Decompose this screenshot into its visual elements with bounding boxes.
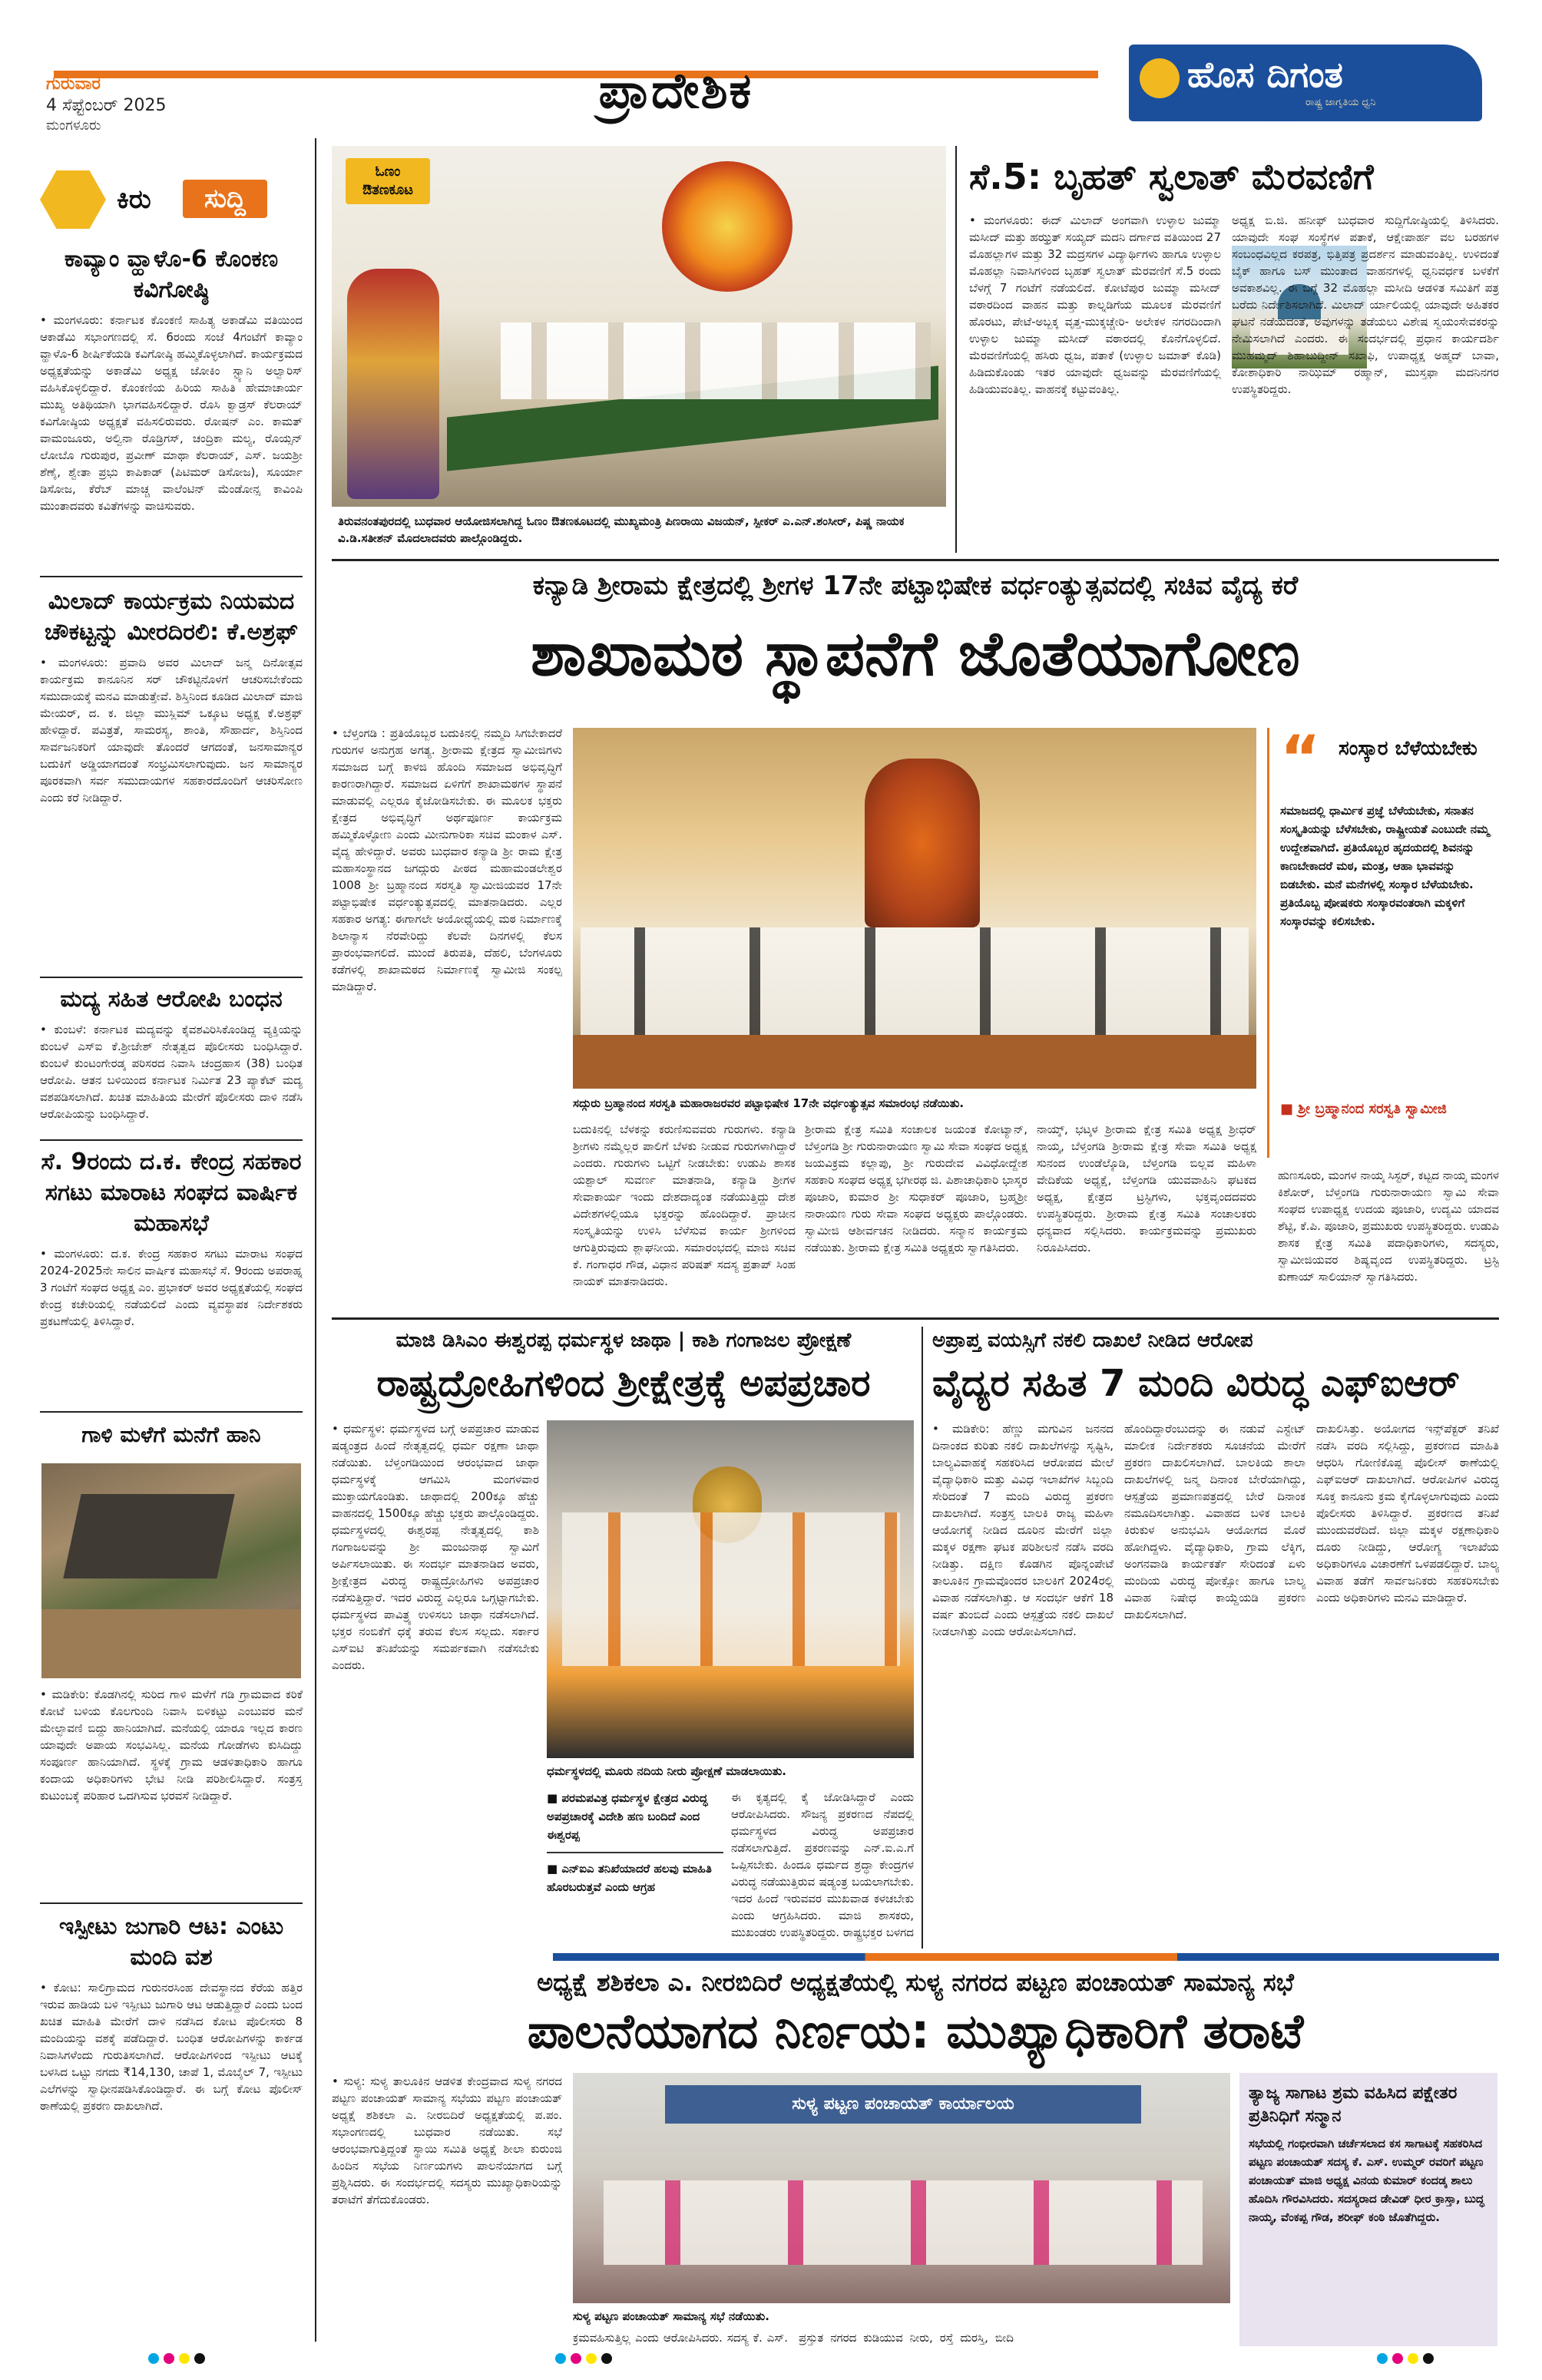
brief-title: ಗಾಳಿ ಮಳೆಗೆ ಮನೆಗೆ ಹಾನಿ — [81, 1422, 261, 1447]
reg-dot-cyan — [555, 2353, 566, 2364]
lead-ceremony-photo — [573, 728, 1256, 1089]
brief-divider — [40, 1411, 303, 1413]
brief-title: ಇಸ್ಪೀಟು ಜುಗಾರಿ ಆಟ: ಎಂಟು ಮಂದಿ ವಶ — [58, 1913, 284, 1971]
lead-body-col5: ಹುಣಸೂರು, ಮಂಗಳ ನಾಯ್ಕ ಸಿಸ್ಟರ್, ಕಟ್ಟದ ನಾಯ್ಕ ಮಂಗಳ ಕಿಶೋರ್, ಬೆಳ್ತಂಗಡಿ ಗುರುನಾರಾಯಣ ಸ್ವಾಮಿ ಸೇವಾ ಸಂಘದ ಉಪಾಧ್ಯಕ್ಷ ಉದಯ ಪೂಜಾರಿ, ಉದ್ಯಮಿ ಯಾದವ ಶೆಟ್ಟಿ, ಕೆ.ಪಿ. ಪೂಜಾರಿ, ಪ್ರಮುಖರು ಉಪಸ್ಥಿತರಿದ್ದರು. ಉಡುಪಿ ಶಾಸಕ ಕ್ಷೇತ್ರ ಸಮಿತಿ ಪದಾಧಿಕಾರಿಗಳು, ಸದಸ್ಯರು, ಸ್ವಾಮೀಜಿಯವರ ಶಿಷ್ಯವೃಂದ ಉಪಸ್ಥಿತರಿದ್ದರು. ಟ್ರಸ್ಟಿ ಕುಣಾಯ್ ಸಾಲಿಯಾನ್ ಸ್ವಾಗತಿಸಿದರು. — [1278, 1169, 1499, 1284]
masthead-city: ಮಂಗಳೂರು — [46, 117, 101, 134]
brief-0 — [40, 244, 303, 565]
onam-diners — [501, 322, 931, 399]
section-title: ಪ್ರಾದೇಶಿಕ — [598, 63, 753, 120]
brief-body: • ಕೋಟ: ಸಾಲಿಗ್ರಾಮದ ಗುರುನರಸಿಂಹ ದೇವಸ್ಥಾನದ ಕೆರೆಯ ಹತ್ತಿರ ಇರುವ ಹಾಡಿಯ ಬಳಿ ಇಸ್ಪೀಟು ಜುಗಾರಿ ಆಟ ಆಡುತ್ತಿದ್ದಾರೆ ಎಂದು ಬಂದ ಖಚಿತ ಮಾಹಿತಿ ಮೇರೆಗೆ ದಾಳಿ ನಡೆಸಿದ ಕೋಟ ಪೊಲೀಸರು 8 ಮಂದಿಯನ್ನು ವಶಕ್ಕೆ ಪಡೆದಿದ್ದಾರೆ. ಬಂಧಿತ ಆರೋಪಿಗಳನ್ನು ಕಾರ್ಕಡ ನಿವಾಸಿಗಳೆಂದು ಗುರುತಿಸಲಾಗಿದೆ. ಆರೋಪಿಗಳಿಂದ ಇಸ್ಪೀಟು ಆಟಕ್ಕೆ ಬಳಸಿದ ಒಟ್ಟು ನಗದು ₹14,130, ಚಾಪೆ 1, ಮೊಬೈಲ್ 7, ಇಸ್ಪೀಟು ಎಲೆಗಳನ್ನು ಸ್ವಾಧೀನಪಡಿಸಿಕೊಂಡಿದ್ದಾರೆ. ಈ ಬಗ್ಗೆ ಕೋಟ ಪೊಲೀಸ್ ಠಾಣೆಯಲ್ಲಿ ಪ್ರಕರಣ ದಾಖಲಾಗಿದೆ. — [40, 1981, 303, 2113]
onam-swalath-divider — [955, 146, 957, 553]
brief-body: • ಮಂಗಳೂರು: ದ.ಕ. ಕೇಂದ್ರ ಸಹಕಾರ ಸಗಟು ಮಾರಾಟ ಸಂಘದ 2024-2025ನೇ ಸಾಲಿನ ವಾರ್ಷಿಕ ಮಹಾಸಭೆ ಸೆ. 9ರಂದು ಅಪರಾಹ್ನ 3 ಗಂಟೆಗೆ ಸಂಘದ ಅಧ್ಯಕ್ಷ ಎಂ. ಪ್ರಭಾಕರ್ ಅವರ ಅಧ್ಯಕ್ಷತೆಯಲ್ಲಿ ಸಂಘದ ಕೇಂದ್ರ ಕಚೇರಿಯಲ್ಲಿ ನಡೆಯಲಿದೆ ಎಂದು ವ್ಯವಸ್ಥಾಪಕ ನಿರ್ದೇಶಕರು ಪ್ರಕಟಣೆಯಲ್ಲಿ ತಿಳಿಸಿದ್ದಾರೆ. — [40, 1247, 303, 1328]
brief-title: ಮದ್ಯ ಸಹಿತ ಆರೋಪಿ ಬಂಧನ — [60, 986, 283, 1013]
brief-title: ಸೆ. 9ರಂದು ದ.ಕ. ಕೇಂದ್ರ ಸಹಕಾರ ಸಗಟು ಮಾರಾಟ ಸಂಘದ ವಾರ್ಷಿಕ ಮಹಾಸಭೆ — [41, 1149, 302, 1237]
fir-body-col3: ದಾಖಲಿಸಿತ್ತು. ಅಯೋಗದ ಇನ್ಸ್‌ಪೆಕ್ಟರ್ ತನಿಖೆ ನಡೆಸಿ ವರದಿ ಸಲ್ಲಿಸಿದ್ದು, ಪ್ರಕರಣದ ಮಾಹಿತಿ ಆಧರಿಸಿ ಗೋಣಿಕೊಪ್ಪ ಪೊಲೀಸ್ ಠಾಣೆಯಲ್ಲಿ ಎಫ್ಐಆರ್ ದಾಖಲಾಗಿದೆ. ಆರೋಪಿಗಳ ವಿರುದ್ಧ ಸೂಕ್ತ ಕಾನೂನು ಕ್ರಮ ಕೈಗೊಳ್ಳಲಾಗುವುದು ಎಂದು ಪೊಲೀಸರು ತಿಳಿಸಿದ್ದಾರೆ. ಪ್ರಕರಣದ ತನಿಖೆ ಮುಂದುವರೆದಿದೆ. ಜಿಲ್ಲಾ ಮಕ್ಕಳ ರಕ್ಷಣಾಧಿಕಾರಿ ದೂರು ನೀಡಿದ್ದು, ಆರೋಗ್ಯ ಇಲಾಖೆಯ ಅಧಿಕಾರಿಗಳೂ ವಿಚಾರಣೆಗೆ ಒಳಪಡಲಿದ್ದಾರೆ. ಬಾಲ್ಯ ವಿವಾಹ ತಡೆಗೆ ಸಾರ್ವಜನಿಕರು ಸಹಕರಿಸಬೇಕು ಎಂದು ಅಧಿಕಾರಿಗಳು ಮನವಿ ಮಾಡಿದ್ದಾರೆ. — [1316, 1422, 1499, 1605]
dharmasthala-headline: ರಾಷ್ಟ್ರದ್ರೋಹಿಗಳಿಂದ ಶ್ರೀಕ್ಷೇತ್ರಕ್ಕೆ ಅಪಪ್ರಚಾರ — [376, 1362, 871, 1405]
lead-ritual-floor — [573, 1035, 1256, 1089]
lead-swamiji-seat — [865, 759, 980, 927]
lead-top-rule — [332, 559, 1499, 561]
onam-flower-decoration — [662, 161, 793, 292]
fir-body-col2: ಹೊಂದಿದ್ದಾರೆಂಬುದನ್ನು ಈ ನಡುವೆ ಎಸ್ಟೇಟ್ ಮಾಲೀಕ ನಿರ್ದೇಶಕರು ಸೂಚನೆಯ ಮೇರೆಗೆ ಪ್ರಕರಣ ದಾಖಲಿಸಲಾಗಿದೆ. ಬಾಲಕಿಯ ಶಾಲಾ ದಾಖಲೆಗಳಲ್ಲಿ ಜನ್ಮ ದಿನಾಂಕ ಬೇರೆಯಾಗಿದ್ದು, ಆಸ್ಪತ್ರೆಯ ಪ್ರಮಾಣಪತ್ರದಲ್ಲಿ ಬೇರೆ ದಿನಾಂಕ ನಮೂದಿಸಲಾಗಿತ್ತು. ವಿವಾಹದ ಬಳಿಕ ಬಾಲಕಿ ಕಿರುಕುಳ ಅನುಭವಿಸಿ ಆಯೋಗದ ಮೊರೆ ಹೋಗಿದ್ದಳು. ವೈದ್ಯಾಧಿಕಾರಿ, ಗ್ರಾಮ ಲೆಕ್ಕಿಗ, ಅಂಗನವಾಡಿ ಕಾರ್ಯಕರ್ತೆ ಸೇರಿದಂತೆ ಏಳು ಮಂದಿಯ ವಿರುದ್ಧ ಪೋಕ್ಸೋ ಹಾಗೂ ಬಾಲ್ಯ ವಿವಾಹ ನಿಷೇಧ ಕಾಯ್ದೆಯಡಿ ಪ್ರಕರಣ ದಾಖಲಿಸಲಾಗಿದೆ. — [1124, 1422, 1305, 1621]
swalath-body-col1: • ಮಂಗಳೂರು: ಈದ್ ಮಿಲಾದ್ ಅಂಗವಾಗಿ ಉಳ್ಳಾಲ ಜುಮ್ಮಾ ಮಸೀದ್ ಮತ್ತು ಹಝ್ರತ್ ಸಯ್ಯದ್ ಮದನಿ ದರ್ಗಾದ ವತಿಯಿಂದ 27 ಮೊಹಲ್ಲಾಗಳ ಮತ್ತು 32 ಮದ್ರಸಗಳ ವಿದ್ಯಾರ್ಥಿಗಳು ಹಾಗೂ ಉಳ್ಳಾಲ ಮೊಹಲ್ಲಾ ನಿವಾಸಿಗಳಿಂದ ಬೃಹತ್ ಸ್ವಲಾತ್ ಮೆರವಣಿಗೆ ಸೆ.5 ರಂದು ಬೆಳಗ್ಗೆ 7 ಗಂಟೆಗೆ ನಡೆಯಲಿದೆ. ಕೋಟೆಪುರ ಜುಮ್ಮಾ ಮಸೀದ್ ವಠಾರದಿಂದ ವಾಹನ ಮತ್ತು ಕಾಲ್ನಡಿಗೆಯ ಮೂಲಕ ಮೆರವಣಿಗೆ ಹೊರಟು, ಪೇಟೆ-ಅಬ್ಬಕ್ಕ ವೃತ್ತ-ಮುಕ್ಕಚ್ಚೇರಿ- ಅಲೇಕಳ ನಗರದಿಂದಾಗಿ ಉಳ್ಳಾಲ ಜುಮ್ಮಾ ಮಸೀದ್ ವಠಾರದಲ್ಲಿ ಕೊನೆಗೊಳ್ಳಲಿದೆ. ಮೆರವಣಿಗೆಯಲ್ಲಿ ಹಸಿರು ಧ್ವಜ, ಪತಾಕೆ (ಉಳ್ಳಾಲ ಜಮಾತ್ ಕೊಡಿ) ಹಿಡಿದುಕೊಂಡು ಇತರ ಯಾವುದೇ ಧ್ವಜವನ್ನು ಮೆರವಣಿಗೆಯಲ್ಲಿ ಹಿಡಿಯುವಂತಿಲ್ಲ. ವಾಹನಕ್ಕೆ ಕಟ್ಟುವಂತಿಲ್ಲ. — [969, 213, 1221, 396]
reg-dot-black — [601, 2353, 612, 2364]
brief-divider — [40, 576, 303, 577]
sullia-tyajya-box — [1239, 2073, 1497, 2346]
page-number: ೦೭ — [1257, 92, 1292, 127]
brief-title: ಕಾವ್ಯಾಂ ವ್ಹಾಳೊ-6 ಕೊಂಕಣ ಕವಿಗೋಷ್ಠಿ — [64, 246, 279, 303]
masthead — [0, 0, 1542, 138]
dharmasthala-body-col2: ಈ ಕೃತ್ಯದಲ್ಲಿ ಕೈ ಜೋಡಿಸಿದ್ದಾರೆ ಎಂದು ಆರೋಪಿಸಿದರು. ಸೌಜನ್ಯ ಪ್ರಕರಣದ ನೆಪದಲ್ಲಿ ಧರ್ಮಸ್ಥಳದ ವಿರುದ್ಧ ಅಪಪ್ರಚಾರ ನಡೆಸಲಾಗುತ್ತಿದೆ. ಪ್ರಕರಣವನ್ನು ಎನ್.ಐ.ಎ.ಗೆ ಒಪ್ಪಿಸಬೇಕು. ಹಿಂದೂ ಧರ್ಮದ ಶ್ರದ್ಧಾ ಕೇಂದ್ರಗಳ ವಿರುದ್ಧ ನಡೆಯುತ್ತಿರುವ ಷಡ್ಯಂತ್ರ ಬಯಲಾಗಬೇಕು. ಇದರ ಹಿಂದೆ ಇರುವವರ ಮುಖವಾಡ ಕಳಚಬೇಕು ಎಂದು ಆಗ್ರಹಿಸಿದರು. ಮಾಜಿ ಶಾಸಕರು, ಮುಖಂಡರು ಉಪಸ್ಥಿತರಿದ್ದರು. ರಾಷ್ಟ್ರಭಕ್ತರ ಬಳಗದ — [731, 1790, 914, 1939]
sullia-color-rule — [553, 1953, 1499, 1961]
dharmasthala-kicker: ಮಾಜಿ ಡಿಸಿಎಂ ಈಶ್ವರಪ್ಪ ಧರ್ಮಸ್ಥಳ ಜಾಥಾ | ಕಾಶಿ ಗಂಗಾಜಲ ಪ್ರೋಕ್ಷಣೆ — [395, 1329, 852, 1352]
reg-dot-black — [1423, 2353, 1434, 2364]
sullia-box-title: ತ್ಯಾಜ್ಯ ಸಾಗಾಟ ಶ್ರಮ ವಹಿಸಿದ ಪಕ್ಷೇತರ ಪ್ರತಿನಿಧಿಗೆ ಸನ್ಮಾನ — [1249, 2084, 1458, 2126]
swalath-headline: ಸೆ.5: ಬೃಹತ್ ಸ್ವಲಾತ್ ಮೆರವಣಿಗೆ — [969, 156, 1374, 197]
onam-figure-costume — [347, 269, 439, 499]
reg-dot-cyan — [148, 2353, 159, 2364]
brief-2 — [40, 984, 303, 1156]
onam-caption: ತಿರುವನಂತಪುರದಲ್ಲಿ ಬುಧವಾರ ಆಯೋಜಿಸಲಾಗಿದ್ದ ಓಣಂ ಔತಣಕೂಟದಲ್ಲಿ ಮುಖ್ಯಮಂತ್ರಿ ಪಿಣರಾಯಿ ವಿಜಯನ್, ಸ್ಪೀಕರ್ ಎ.ಎನ್.ಶಂಸೀರ್, ಪಿಷ್ಣ ನಾಯಕ ವಿ.ಡಿ.ಸತೀಶನ್ ಮೊದಲಾದವರು ಪಾಲ್ಗೊಂಡಿದ್ದರು. — [338, 514, 905, 545]
fir-kicker: ಅಪ್ರಾಪ್ತ ವಯಸ್ಸಿಗೆ ನಕಲಿ ದಾಖಲೆ ನೀಡಿದ ಆರೋಪ — [932, 1329, 1253, 1352]
reg-dot-magenta — [1392, 2353, 1403, 2364]
lead-headline: ಶಾಖಾಮಠ ಸ್ಥಾಪನೆಗೆ ಜೊತೆಯಾಗೋಣ — [531, 618, 1300, 689]
brand-name: ಹೊಸ ದಿಗಂತ — [1187, 54, 1343, 95]
reg-dot-magenta — [164, 2353, 174, 2364]
dharmasthala-body-col1: • ಧರ್ಮಸ್ಥಳ: ಧರ್ಮಸ್ಥಳದ ಬಗ್ಗೆ ಅಪಪ್ರಚಾರ ಮಾಡುವ ಷಡ್ಯಂತ್ರದ ಹಿಂದೆ ನೇತೃತ್ವದಲ್ಲಿ ಧರ್ಮ ರಕ್ಷಣಾ ಜಾಥಾ ನಡೆಯಿತು. ಬೆಳ್ತಂಗಡಿಯಿಂದ ಆರಂಭವಾದ ಜಾಥಾ ಧರ್ಮಸ್ಥಳಕ್ಕೆ ಆಗಮಿಸಿ ಮಂಗಳವಾರ ಮುಕ್ತಾಯಗೊಂಡಿತು. ಜಾಥಾದಲ್ಲಿ 200ಕ್ಕೂ ಹೆಚ್ಚು ವಾಹನದಲ್ಲಿ 1500ಕ್ಕೂ ಹೆಚ್ಚು ಭಕ್ತರು ಪಾಲ್ಗೊಂಡಿದ್ದರು. ಧರ್ಮಸ್ಥಳದಲ್ಲಿ ಈಶ್ವರಪ್ಪ ನೇತೃತ್ವದಲ್ಲಿ ಕಾಶಿ ಗಂಗಾಜಲವನ್ನು ಶ್ರೀ ಮಂಜುನಾಥ ಸ್ವಾಮಿಗೆ ಅರ್ಪಿಸಲಾಯಿತು. ಈ ಸಂದರ್ಭ ಮಾತನಾಡಿದ ಅವರು, ಶ್ರೀಕ್ಷೇತ್ರದ ವಿರುದ್ಧ ರಾಷ್ಟ್ರದ್ರೋಹಿಗಳು ಅಪಪ್ರಚಾರ ನಡೆಸುತ್ತಿದ್ದಾರೆ. ಇದರ ವಿರುದ್ಧ ಎಲ್ಲರೂ ಒಗ್ಗಟ್ಟಾಗಬೇಕು. ಧರ್ಮಸ್ಥಳದ ಪಾವಿತ್ರ್ಯ ಉಳಿಸಲು ಜಾಥಾ ನಡೆಸಲಾಗಿದೆ. ಭಕ್ತರ ನಂಬಿಕೆಗೆ ಧಕ್ಕೆ ತರುವ ಕೆಲಸ ಸಲ್ಲದು. ಸರ್ಕಾರ ಎಸ್ಐಟಿ ತನಿಖೆಯನ್ನು ಸಮರ್ಪಕವಾಗಿ ನಡೆಸಬೇಕು ಎಂದರು. — [332, 1422, 539, 1672]
sullia-banner-text: ಸುಳ್ಯ ಪಟ್ಟಣ ಪಂಚಾಯತ್ ಕಾರ್ಯಾಲಯ — [792, 2094, 1014, 2114]
sullia-body-col3: ಪ್ರಸ್ತುತ ನಗರದ ಕುಡಿಯುವ ನೀರು, ರಸ್ತೆ ದುರಸ್ತಿ, ಬೀದಿ — [799, 2331, 1014, 2345]
left-col-rule — [315, 138, 316, 2342]
quote-body: ಸಮಾಜದಲ್ಲಿ ಧಾರ್ಮಿಕ ಪ್ರಜ್ಞೆ ಬೆಳೆಯಬೇಕು, ಸನಾತನ ಸಂಸ್ಕೃತಿಯನ್ನು ಬೆಳೆಸಬೇಕು, ರಾಷ್ಟ್ರೀಯತೆ ಎಂಬುದೇ ನಮ್ಮ ಉದ್ದೇಶವಾಗಿದೆ. ಪ್ರತಿಯೊಬ್ಬರ ಹೃದಯದಲ್ಲಿ ಶಿವನನ್ನು ಕಾಣಬೇಕಾದರೆ ಮಠ, ಮಂತ್ರ, ಆಹಾ ಭಾವವನ್ನು ಬಿಡಬೇಕು. ಮನೆ ಮನೆಗಳಲ್ಲಿ ಸಂಸ್ಕಾರ ಬೆಳೆಯಬೇಕು. ಪ್ರತಿಯೊಬ್ಬ ಪೋಷಕರು ಸಂಸ್ಕಾರವಂತರಾಗಿ ಮಕ್ಕಳಿಗೆ ಸಂಸ್ಕಾರವನ್ನು ಕಲಿಸಬೇಕು. — [1280, 804, 1490, 928]
brief-title: ಮಿಲಾದ್ ಕಾರ್ಯಕ್ರಮ ನಿಯಮದ ಚೌಕಟ್ಟನ್ನು ಮೀರದಿರಲಿ: ಕೆ.ಅಶ್ರಫ್ — [44, 588, 299, 646]
registration-marks-left — [146, 2352, 207, 2367]
sullia-kicker: ಅಧ್ಯಕ್ಷೆ ಶಶಿಕಲಾ ಎ. ನೀರಬಿದಿರೆ ಅಧ್ಯಕ್ಷತೆಯಲ್ಲಿ ಸುಳ್ಯ ನಗರದ ಪಟ್ಟಣ ಪಂಚಾಯತ್ ಸಾಮಾನ್ಯ ಸಭೆ — [537, 1968, 1294, 1997]
registration-marks-center — [553, 2352, 614, 2367]
reg-dot-black — [194, 2353, 205, 2364]
brief-3 — [40, 1147, 303, 1380]
masthead-date: 4 ಸೆಪ್ಟೆಂಬರ್ 2025 — [46, 96, 167, 115]
brief-body: • ಮಂಗಳೂರು: ಕರ್ನಾಟಕ ಕೊಂಕಣಿ ಸಾಹಿತ್ಯ ಅಕಾಡೆಮಿ ವತಿಯಿಂದ ಆಕಾಡೆಮಿ ಸಭಾಂಗಣದಲ್ಲಿ ಸೆ. 6ರಂದು ಸಂಜೆ 4ಗಂಟೆಗೆ ಕಾವ್ಯಾಂ ವ್ಹಾಳೊ-6 ಶೀರ್ಷಿಕೆಯಡಿ ಕವಿಗೋಷ್ಠಿ ಹಮ್ಮಿಕೊಳ್ಳಲಾಗಿದೆ. ಕಾರ್ಯಕ್ರಮದ ಅಧ್ಯಕ್ಷತೆಯನ್ನು ಅಕಾಡೆಮಿ ಅಧ್ಯಕ್ಷ ಜೋಕಿಂ ಸ್ಟ್ಯಾನಿ ಅಲ್ವಾರಿಸ್ ವಹಿಸಿಕೊಳ್ಳಲಿದ್ದಾರೆ. ಕೊಂಕಣಿಯ ಹಿರಿಯ ಸಾಹಿತಿ ಹೇಮಾಚಾರ್ಯ ಮುಖ್ಯ ಅತಿಥಿಯಾಗಿ ಭಾಗವಹಿಸಲಿದ್ದಾರೆ. ರೊಸಿ ಕ್ವಾಡ್ರಸ್ ಕೆಲರಾಯ್ ಕವಿಗೋಷ್ಠಿಯ ಅಧ್ಯಕ್ಷತೆ ವಹಿಸಲಿರುವರು. ರೋಷನ್ ಎಂ. ಕಾಮತ್ ವಾಮಂಜೂರು, ಅಲ್ವಿನಾ ರೊಡ್ರಿಗಸ್, ಚಂದ್ರಿಕಾ ಮಲ್ಯ, ರೊಯ್ಸನ್ ಲೋಬೊ ಗುರುಪುರ, ಪ್ರವೀಣ್ ಮಾಥಾ ಕೆಲರಾಯ್, ಎಸ್. ಜಯಶ್ರೀ ಶೆಣೈ, ಶ್ವೇತಾ ಪ್ರಭು ಕಾಪಿಕಾಡ್ (ಪಿಟಿಮರ್ ಡಿಸೋಜ), ಸೂರ್ಯಾ ಡಿಸೋಜ, ಕೆರೆಬ್ ಮಾಚ್ಚ ವಾಲೆಂಟಿನ್ ಮೆಂಡೋನ್ಸ ಕಾವಿಂಪಿ ಮುಂತಾದವರು ಕವಿತೆಗಳನ್ನು ವಾಚಿಸುವರು. — [40, 313, 303, 513]
dharmasthala-fir-divider — [922, 1327, 923, 1949]
reg-dot-yellow — [179, 2353, 190, 2364]
quote-author: ■ ಶ್ರೀ ಬ್ರಹ್ಮಾನಂದ ಸರಸ್ವತಿ ಸ್ವಾಮೀಜಿ — [1280, 1101, 1447, 1117]
reg-dot-cyan — [1377, 2353, 1388, 2364]
lead-body-col3: ಶ್ರೀರಾಮ ಕ್ಷೇತ್ರ ಸಮಿತಿ ಸಂಚಾಲಕ ಜಯಂತ ಕೋಟ್ಯಾನ್, ಬೆಳ್ತಂಗಡಿ ಶ್ರೀ ಗುರುನಾರಾಯಣ ಸ್ವಾಮಿ ಸೇವಾ ಸಂಘದ ಅಧ್ಯಕ್ಷ ಜಯವಿಕ್ರಮ ಕಲ್ಲಾಪು, ಶ್ರೀ ಗುರುದೇವ ವಿವಿಧೋದ್ದೇಶ ಸಹಕಾರಿ ಸಂಘದ ಅಧ್ಯಕ್ಷ ಭಗೀರಥ ಜಿ. ಪಿಶಾಚಾಧಿಕಾರಿ ಭಾಸ್ಕರ ಪೂಜಾರಿ, ಕುಮಾರ ಶ್ರೀ ಸುಧಾಕರ್ ಪೂಜಾರಿ, ಬ್ರಹ್ಮಶ್ರೀ ನಾರಾಯಣ ಗುರು ಸೇವಾ ಸಂಘದ ಅಧ್ಯಕ್ಷರು ಪಾಲ್ಗೊಂಡರು. ಸ್ವಾಮೀಜಿ ಆಶೀರ್ವಚನ ನೀಡಿದರು. ಸನ್ಮಾನ ಕಾರ್ಯಕ್ರಮ ನಡೆಯಿತು. ಶ್ರೀರಾಮ ಕ್ಷೇತ್ರ ಸಮಿತಿ ಅಧ್ಯಕ್ಷರು ಸ್ವಾಗತಿಸಿದರು. — [805, 1122, 1027, 1254]
fir-headline: ವೈದ್ಯರ ಸಹಿತ 7 ಮಂದಿ ವಿರುದ್ಧ ಎಫ್ಐಆರ್ — [932, 1362, 1460, 1405]
masthead-day: ಗುರುವಾರ — [46, 74, 101, 94]
swalath-body-col2: ಅಧ್ಯಕ್ಷ ಬಿ.ಜಿ. ಹನೀಫ್ ಬುಧವಾರ ಸುದ್ದಿಗೋಷ್ಠಿಯಲ್ಲಿ ತಿಳಿಸಿದರು. ಯಾವುದೇ ಸಂಘ ಸಂಸ್ಥೆಗಳ ಪತಾಕೆ, ಆಕ್ಷೇಪಾರ್ಹ ವಲ ಬರಹಗಳ ಸಂಬಂಧವಿಲ್ಲದ ಕರಪತ್ರ, ಭಿತ್ತಿಪತ್ರ ಪ್ರದರ್ಶನ ಮಾಡುವಂತಿಲ್ಲ. ಉಳಿದಂತೆ ಬೈಕ್ ಹಾಗೂ ಬಸ್ ಮುಂತಾದ ವಾಹನಗಳಲ್ಲಿ ಧ್ವನಿವರ್ಧಕ ಬಳಕೆಗೆ ಅವಕಾಶವಿಲ್ಲ. ಈ ಬಗ್ಗೆ 32 ಮೊಹಲ್ಲಾ ಮಸೀದಿ ಆಡಳಿತ ಸಮಿತಿಗೆ ಪತ್ರ ಬರೆದು ನಿರ್ದೇಶಿಸಲಾಗಿದೆ. ಮಿಲಾದ್ ರ್ಯಾಲಿಯಲ್ಲಿ ಯಾವುದೇ ಅಹಿತಕರ ಘಟನೆ ನಡೆಯದಂತೆ, ಅವುಗಳನ್ನು ತಡೆಯಲು ವಿಶೇಷ ಸ್ವಯಂಸೇವಕರನ್ನು ನೇಮಿಸಲಾಗಿದೆ ಎಂದರು. ಈ ಸಂದರ್ಭದಲ್ಲಿ ಪ್ರಧಾನ ಕಾರ್ಯದರ್ಶಿ ಮುಹಮ್ಮದ್ ಶಿಹಾಬುದ್ದೀನ್ ಸಖಾಫಿ, ಉಪಾಧ್ಯಕ್ಷ ಅಹ್ಮದ್ ಬಾವಾ, ಕೋಶಾಧಿಕಾರಿ ನಾಝಿಮ್ ರಹ್ಮಾನ್, ಮುಸ್ತಫಾ ಮದನಿನಗರ ಉಪಸ್ಥಿತರಿದ್ದರು. — [1232, 213, 1499, 396]
brand-tagline: ರಾಷ್ಟ್ರ ಜಾಗೃತಿಯ ಧ್ವನಿ — [1305, 97, 1376, 108]
lead-quote-box — [1267, 722, 1499, 1158]
dharmasthala-caption: ಧರ್ಮಸ್ಥಳದಲ್ಲಿ ಮೂರು ನದಿಯ ನೀರು ಪ್ರೋಕ್ಷಣೆ ಮಾಡಲಾಯಿತು. — [547, 1764, 786, 1778]
brief-5 — [40, 1912, 303, 2317]
kirusuddi-badge — [40, 170, 293, 229]
dharmasthala-bullets — [547, 1789, 723, 1896]
dharmasthala-photo — [547, 1420, 914, 1758]
brief-divider — [40, 1139, 303, 1141]
kirusuddi-label-kiru: ಕಿರು — [117, 184, 151, 215]
masthead-date-block — [46, 74, 276, 135]
house-damage-photo — [41, 1463, 301, 1678]
sullia-body-col2: ಕ್ರಮವಹಿಸುತ್ತಿಲ್ಲ ಎಂದು ಆರೋಪಿಸಿದರು. ಸದಸ್ಯ ಕೆ. ಎಸ್. — [573, 2331, 788, 2345]
brief-1 — [40, 587, 303, 941]
brief-body: • ಮಂಗಳೂರು: ಪ್ರವಾದಿ ಅವರ ಮಿಲಾದ್ ಜನ್ಮ ದಿನೋತ್ಸವ ಕಾರ್ಯಕ್ರಮ ಕಾನೂನಿನ ಸರ್ ಚೌಕಟ್ಟಿನೊಳಗೆ ಆಚರಿಸಬೇಕೆಂದು ಸಮುದಾಯಕ್ಕೆ ಮನವಿ ಮಾಡುತ್ತೇವೆ. ಶಿಸ್ತಿನಿಂದ ಕೂಡಿದ ಮಿಲಾದ್ ಮಾಜಿ ಮೇಯರ್, ದ. ಕ. ಜಿಲ್ಲಾ ಮುಸ್ಲಿಮ್ ಒಕ್ಕೂಟ ಅಧ್ಯಕ್ಷ ಕೆ.ಅಶ್ರಫ್ ಹೇಳಿದ್ದಾರೆ. ಪವಿತ್ರತೆ, ಸಾಮರಸ್ಯ, ಶಾಂತಿ, ಸೌಹಾರ್ದ, ಶಿಸ್ತಿನಿಂದ ಸಾರ್ವಜನಿಕರಿಗೆ ಯಾವುದೇ ತೊಂದರೆ ಆಗದಂತೆ, ಜನಸಾಮಾನ್ಯರ ಬದುಕಿಗೆ ಅಡ್ಡಿಯಾಗದಂತೆ ಸಂಭ್ರಮಿಸಲಾಗುವುದು. ಜನ ಸಾಮಾನ್ಯರ ಪೂರಕವಾಗಿ ಸರ್ವ ಸಮುದಾಯಗಳ ಸಹಕಾರದೊಂದಿಗೆ ಆಚರಿಸೋಣ ಎಂದು ಕರೆ ನೀಡಿದ್ದಾರೆ. — [40, 656, 303, 805]
brand-lamp-icon — [1140, 58, 1180, 98]
brief-body: • ಕುಂಬಳೆ: ಕರ್ನಾಟಕ ಮದ್ಯವನ್ನು ಕೈವಶವಿರಿಸಿಕೊಂಡಿದ್ದ ವ್ಯಕ್ತಿಯನ್ನು ಕುಂಬಳೆ ಎಸ್ಐ ಕೆ.ಶ್ರೀಜೇಶ್ ನೇತೃತ್ವದ ಪೊಲೀಸರು ಬಂಧಿಸಿದ್ದಾರೆ. ಕುಂಬಳೆ ಕುಂಟಂಗೇರಡ್ಕ ಪರಿಸರದ ನಿವಾಸಿ ಚಂದ್ರಹಾಸ (38) ಬಂಧಿತ ಆರೋಪಿ. ಆತನ ಬಳಿಯಿಂದ ಕರ್ನಾಟಕ ನಿರ್ಮಿತ 23 ಪ್ಯಾಕೆಟ್ ಮದ್ಯ ವಶಪಡಿಸಲಾಗಿದೆ. ಖಚಿತ ಮಾಹಿತಿಯ ಮೇರೆಗೆ ಪೊಲೀಸರು ದಾಳಿ ನಡೆಸಿ ಆರೋಪಿಯನ್ನು ಬಂಧಿಸಿದ್ದಾರೆ. — [40, 1023, 303, 1121]
lead-caption: ಸದ್ಗುರು ಬ್ರಹ್ಮಾನಂದ ಸರಸ್ವತಿ ಮಹಾರಾಜರವರ ಪಟ್ಟಾಭಿಷೇಕ 17ನೇ ವರ್ಧಂತ್ಯುತ್ಸವ ಸಮಾರಂಭ ನಡೆಯಿತು. — [573, 1096, 965, 1110]
photo-rubble-shape — [41, 1609, 301, 1678]
onam-badge: ಓಣಂ ಔತಣಕೂಟ — [346, 158, 430, 204]
reg-dot-magenta — [571, 2353, 581, 2364]
dharmasthala-bullet-2: ■ ಎನ್ಐಎ ತನಿಖೆಯಾದರೆ ಹಲವು ಮಾಹಿತಿ ಹೊರಬರುತ್ತವೆ ಎಂದು ಆಗ್ರಹ — [547, 1852, 723, 1896]
kirusuddi-label-suddi: ಸುದ್ದಿ — [183, 180, 267, 218]
sullia-box-body: ಸಭೆಯಲ್ಲಿ ಗಂಭೀರವಾಗಿ ಚರ್ಚೆಸಲಾದ ಕಸ ಸಾಗಾಟಕ್ಕೆ ಸಹಕರಿಸಿದ ಪಟ್ಟಣ ಪಂಚಾಯತ್ ಸದಸ್ಯ ಕೆ. ಎಸ್. ಉಮ್ಮರ್ ರವರಿಗೆ ಪಟ್ಟಣ ಪಂಚಾಯತ್ ಮಾಜಿ ಅಧ್ಯಕ್ಷ ವಿನಯ ಕುಮಾರ್ ಕಂದಡ್ಕ ಶಾಲು ಹೊದಿಸಿ ಗೌರವಿಸಿದರು. ಸದಸ್ಯರಾದ ಡೇವಿಡ್ ಧೀರ ಕ್ರಾಸ್ತಾ, ಬುದ್ಧ ನಾಯ್ಕ, ವೆಂಕಪ್ಪ ಗೌಡ, ಶರೀಫ್ ಕಂಠಿ ಜೊತೆಗಿದ್ದರು. — [1249, 2137, 1484, 2224]
reg-dot-yellow — [586, 2353, 597, 2364]
lead-kicker: ಕನ್ಯಾಡಿ ಶ್ರೀರಾಮ ಕ್ಷೇತ್ರದಲ್ಲಿ ಶ್ರೀಗಳ 17ನೇ ಪಟ್ಟಾಭಿಷೇಕ ವರ್ಧಂತ್ಯುತ್ಸವದಲ್ಲಿ ಸಚಿವ ವೈದ್ಯ ಕರೆ — [532, 570, 1299, 601]
sullia-meeting-photo — [573, 2073, 1230, 2303]
dharmasthala-bullet-1: ■ ಪರಮಪವಿತ್ರ ಧರ್ಮಸ್ಥಳ ಕ್ಷೇತ್ರದ ವಿರುದ್ಧ ಅಪಪ್ರಚಾರಕ್ಕೆ ವಿದೇಶಿ ಹಣ ಬಂದಿದೆ ಎಂದ ಈಶ್ವರಪ್ಪ — [547, 1791, 708, 1842]
brief-4 — [40, 1420, 303, 1449]
mid-section-rule — [332, 1317, 1499, 1320]
brief-divider — [40, 977, 303, 978]
dharmasthala-people-shape — [562, 1512, 900, 1666]
kirusuddi-hand-icon — [40, 170, 106, 229]
photo-roof-shape — [63, 1494, 234, 1578]
registration-marks-right — [1375, 2352, 1436, 2367]
lead-body-col2: ಬದುಕಿನಲ್ಲಿ ಬೆಳಕನ್ನು ಕರುಣಿಸುವವರು ಗುರುಗಳು. ಕನ್ಯಾಡಿ ಶ್ರೀಗಳು ನಮ್ಮೆಲ್ಲರ ಪಾಲಿಗೆ ಬೆಳಕು ನೀಡುವ ಗುರುಗಳಾಗಿದ್ದಾರೆ ಎಂದರು. ಗುರುಗಳು ಒಟ್ಟಿಗೆ ನೀಡಬೇಕು: ಉಡುಪಿ ಶಾಸಕ ಯಶ್ಪಾಲ್ ಸುವರ್ಣ ಮಾತನಾಡಿ, ಕನ್ಯಾಡಿ ಶ್ರೀಗಳ ಸೇವಾಕಾರ್ಯ ಇಂದು ದೇಶದಾದ್ಯಂತ ನಡೆಯುತ್ತಿದ್ದು ದೇಶ ವಿದೇಶಗಳಲ್ಲಿಯೂ ಭಕ್ತರನ್ನು ಹೊಂದಿದ್ದಾರೆ. ಪ್ರಾಚೀನ ಸಂಸ್ಕೃತಿಯನ್ನು ಉಳಿಸಿ ಬೆಳೆಸುವ ಕಾರ್ಯ ಶ್ರೀಗಳಿಂದ ಆಗುತ್ತಿರುವುದು ಶ್ಲಾಘನೀಯ. ಸಮಾರಂಭದಲ್ಲಿ ಮಾಜಿ ಸಚಿವ ಕೆ. ಗಂಗಾಧರ ಗೌಡ, ವಿಧಾನ ಪರಿಷತ್ ಸದಸ್ಯ ಪ್ರತಾಪ್ ಸಿಂಹ ನಾಯಕ್ ಮಾತನಾಡಿದರು. — [573, 1122, 796, 1288]
fir-body-col1: • ಮಡಿಕೇರಿ: ಹೆಣ್ಣು ಮಗುವಿನ ಜನನದ ದಿನಾಂಕದ ಕುರಿತು ನಕಲಿ ದಾಖಲೆಗಳನ್ನು ಸೃಷ್ಟಿಸಿ, ಬಾಲ್ಯವಿವಾಹಕ್ಕೆ ಸಹಕರಿಸಿದ ಆರೋಪದ ಮೇಲೆ ವೈದ್ಯಾಧಿಕಾರಿ ಮತ್ತು ವಿವಿಧ ಇಲಾಖೆಗಳ ಸಿಬ್ಬಂದಿ ಸೇರಿದಂತೆ 7 ಮಂದಿ ವಿರುದ್ಧ ಪ್ರಕರಣ ದಾಖಲಾಗಿದೆ. ಸಂತ್ರಸ್ತ ಬಾಲಕಿ ರಾಜ್ಯ ಮಹಿಳಾ ಆಯೋಗಕ್ಕೆ ನೀಡಿದ ದೂರಿನ ಮೇರೆಗೆ ಜಿಲ್ಲಾ ಮಕ್ಕಳ ರಕ್ಷಣಾ ಘಟಕ ಪರಿಶೀಲನೆ ನಡೆಸಿ ವರದಿ ನೀಡಿತ್ತು. ದಕ್ಷಿಣ ಕೊಡಗಿನ ಪೊನ್ನಂಪೇಟೆ ತಾಲೂಕಿನ ಗ್ರಾಮವೊಂದರ ಬಾಲಕಿಗೆ 2024ರಲ್ಲಿ ವಿವಾಹ ನಡೆಸಲಾಗಿತ್ತು. ಆ ಸಂದರ್ಭ ಆಕೆಗೆ 18 ವರ್ಷ ತುಂಬಿದೆ ಎಂದು ಆಸ್ಪತ್ರೆಯ ನಕಲಿ ದಾಖಲೆ ನೀಡಲಾಗಿತ್ತು ಎಂದು ಆರೋಪಿಸಲಾಗಿದೆ. — [932, 1422, 1113, 1638]
brief-divider — [40, 1902, 303, 1904]
quote-mark-icon: “ — [1280, 722, 1321, 794]
reg-dot-yellow — [1408, 2353, 1418, 2364]
brief-body: • ಮಡಿಕೇರಿ: ಕೊಡಗಿನಲ್ಲಿ ಸುರಿದ ಗಾಳಿ ಮಳೆಗೆ ಗಡಿ ಗ್ರಾಮವಾದ ಕರಿಕೆ ಕೋಟೆ ಬಳಿಯ ಕೊಲಗುಂದಿ ನಿವಾಸಿ ಬಿಳಿಕಟ್ಟು ಎಂಬುವರ ಮನೆ ಮೇಲ್ಛಾವಣಿ ಬಿದ್ದು ಹಾನಿಯಾಗಿದೆ. ಮನೆಯಲ್ಲಿ ಯಾರೂ ಇಲ್ಲದ ಕಾರಣ ಯಾವುದೇ ಅಪಾಯ ಸಂಭವಿಸಿಲ್ಲ. ಮನೆಯ ಗೋಡೆಗಳು ಕುಸಿದಿದ್ದು ಸಂಪೂರ್ಣ ಹಾನಿಯಾಗಿದೆ. ಸ್ಥಳಕ್ಕೆ ಗ್ರಾಮ ಆಡಳಿತಾಧಿಕಾರಿ ಹಾಗೂ ಕಂದಾಯ ಅಧಿಕಾರಿಗಳು ಭೇಟಿ ನೀಡಿ ಪರಿಶೀಲಿಸಿದ್ದಾರೆ. ಸಂತ್ರಸ್ತ ಕುಟುಂಬಕ್ಕೆ ಪರಿಹಾರ ಒದಗಿಸುವ ಭರವಸೆ ನೀಡಿದ್ದಾರೆ. — [40, 1687, 303, 1803]
lead-audience-row — [581, 927, 1249, 1035]
quote-title: ಸಂಸ್ಕಾರ ಬೆಳೆಯಬೇಕು — [1338, 737, 1477, 760]
sullia-headline: ಪಾಲನೆಯಾಗದ ನಿರ್ಣಯ: ಮುಖ್ಯಾಧಿಕಾರಿಗೆ ತರಾಟೆ — [527, 2003, 1304, 2059]
sullia-caption: ಸುಳ್ಯ ಪಟ್ಟಣ ಪಂಚಾಯತ್ ಸಾಮಾನ್ಯ ಸಭೆ ನಡೆಯಿತು. — [573, 2309, 769, 2323]
sullia-body-col1: • ಸುಳ್ಯ: ಸುಳ್ಯ ತಾಲೂಕಿನ ಆಡಳಿತ ಕೇಂದ್ರವಾದ ಸುಳ್ಯ ನಗರದ ಪಟ್ಟಣ ಪಂಚಾಯತ್ ಸಾಮಾನ್ಯ ಸಭೆಯು ಪಟ್ಟಣ ಪಂಚಾಯತ್ ಅಧ್ಯಕ್ಷೆ ಶಶಿಕಲಾ ಎ. ನೀರಬಿದಿರೆ ಅಧ್ಯಕ್ಷತೆಯಲ್ಲಿ ಪ.ಪಂ. ಸಭಾಂಗಣದಲ್ಲಿ ಬುಧವಾರ ನಡೆಯಿತು. ಸಭೆ ಆರಂಭವಾಗುತ್ತಿದ್ದಂತೆ ಸ್ಥಾಯಿ ಸಮಿತಿ ಅಧ್ಯಕ್ಷೆ ಶೀಲಾ ಕುರುಂಜಿ ಹಿಂದಿನ ಸಭೆಯ ನಿರ್ಣಯಗಳು ಪಾಲನೆಯಾಗದ ಬಗ್ಗೆ ಪ್ರಶ್ನಿಸಿದರು. ಈ ಸಂದರ್ಭದಲ್ಲಿ ಸದಸ್ಯರು ಮುಖ್ಯಾಧಿಕಾರಿಯನ್ನು ತರಾಟೆಗೆ ತೆಗೆದುಕೊಂಡರು. — [332, 2074, 562, 2206]
lead-body-col1: • ಬೆಳ್ತಂಗಡಿ : ಪ್ರತಿಯೊಬ್ಬರ ಬದುಕಿನಲ್ಲಿ ನಮ್ಮದಿ ಸಿಗಬೇಕಾದರೆ ಗುರುಗಳ ಅನುಗ್ರಹ ಅಗತ್ಯ. ಶ್ರೀರಾಮ ಕ್ಷೇತ್ರದ ಸ್ವಾಮೀಜಿಗಳು ಸಮಾಜದ ಬಗ್ಗೆ ಕಾಳಜಿ ಹೊಂದಿ ಸಮಾಜದ ಅಭಿವೃದ್ಧಿಗೆ ಕಾರಣರಾಗಿದ್ದಾರೆ. ಸಮಾಜದ ಏಳಿಗೆಗೆ ಶಾಖಾಮಠಗಳ ಸ್ಥಾಪನೆ ಮಾಡುವಲ್ಲಿ ಎಲ್ಲರೂ ಕೈಜೋಡಿಸಬೇಕು. ಈ ಮೂಲಕ ಭಕ್ತರು ಕ್ಷೇತ್ರದ ಅಭಿವೃದ್ಧಿಗೆ ಅರ್ಥಪೂರ್ಣ ಕಾರ್ಯಕ್ರಮ ಹಮ್ಮಿಕೊಳ್ಳೋಣ ಎಂದು ಮೀನುಗಾರಿಕಾ ಸಚಿವ ಮಂಕಾಳ ಎಸ್. ವೈದ್ಯ ಹೇಳಿದ್ದಾರೆ. ಅವರು ಬುಧವಾರ ಕನ್ಯಾಡಿ ಶ್ರೀ ರಾಮ ಕ್ಷೇತ್ರ ಮಹಾಸಂಸ್ಥಾನದ ಜಗದ್ಗುರು ಪೀಠದ ಮಹಾಮಂಡಲೇಶ್ವರ 1008 ಶ್ರೀ ಬ್ರಹ್ಮಾನಂದ ಸರಸ್ವತಿ ಸ್ವಾಮೀಜಿಯವರ 17ನೇ ಪಟ್ಟಾಭಿಷೇಕ ವರ್ಧಂತ್ಯುತ್ಸವದಲ್ಲಿ ಮಾತನಾಡಿದರು. ಎಲ್ಲರ ಸಹಕಾರ ಅಗತ್ಯ: ಈಗಾಗಲೇ ಅಯೋಧ್ಯೆಯಲ್ಲಿ ಮಠ ನಿರ್ಮಾಣಕ್ಕೆ ಶಿಲಾನ್ಯಾಸ ನೆರವೇರಿದ್ದು ಕೆಲವೇ ದಿನಗಳಲ್ಲಿ ಕೆಲಸ ಪ್ರಾರಂಭವಾಗಲಿದೆ. ಮುಂದೆ ತಿರುಪತಿ, ದೆಹಲಿ, ಬೆಂಗಳೂರು ಕಡೆಗಳಲ್ಲಿ ಶಾಖಾಮಠದ ನಿರ್ಮಾಣಕ್ಕೆ ಸ್ವಾಮೀಜಿ ಸಂಕಲ್ಪ ಮಾಡಿದ್ದಾರೆ. — [332, 726, 562, 993]
sullia-head-table — [604, 2180, 1203, 2265]
sullia-banner-shape — [665, 2085, 1141, 2124]
lead-body-col4: ನಾಯ್ಕ್, ಭಟ್ಕಳ ಶ್ರೀರಾಮ ಕ್ಷೇತ್ರ ಸಮಿತಿ ಅಧ್ಯಕ್ಷ ಶ್ರೀಧರ್ ನಾಯ್ಕ, ಬೆಳ್ತಂಗಡಿ ಶ್ರೀರಾಮ ಕ್ಷೇತ್ರ ಸೇವಾ ಸಮಿತಿ ಅಧ್ಯಕ್ಷ ಸುನಂದ ಉಂಡೆಲ್ಕೊಡಿ, ಬೆಳ್ತಂಗಡಿ ಬಿಲ್ಲವ ಮಹಿಳಾ ವೇದಿಕೆಯ ಅಧ್ಯಕ್ಷೆ, ಬೆಳ್ತಂಗಡಿ ಯುವವಾಹಿನಿ ಘಟಕದ ಅಧ್ಯಕ್ಷ, ಕ್ಷೇತ್ರದ ಟ್ರಸ್ಟಿಗಳು, ಭಕ್ತವೃಂದದವರು ಉಪಸ್ಥಿತರಿದ್ದರು. ಶ್ರೀರಾಮ ಕ್ಷೇತ್ರ ಸಮಿತಿ ಸಂಚಾಲಕರು ಧನ್ಯವಾದ ಸಲ್ಲಿಸಿದರು. ಕಾರ್ಯಕ್ರಮವನ್ನು ಪ್ರಮುಖರು ನಿರೂಪಿಸಿದರು. — [1037, 1122, 1256, 1254]
